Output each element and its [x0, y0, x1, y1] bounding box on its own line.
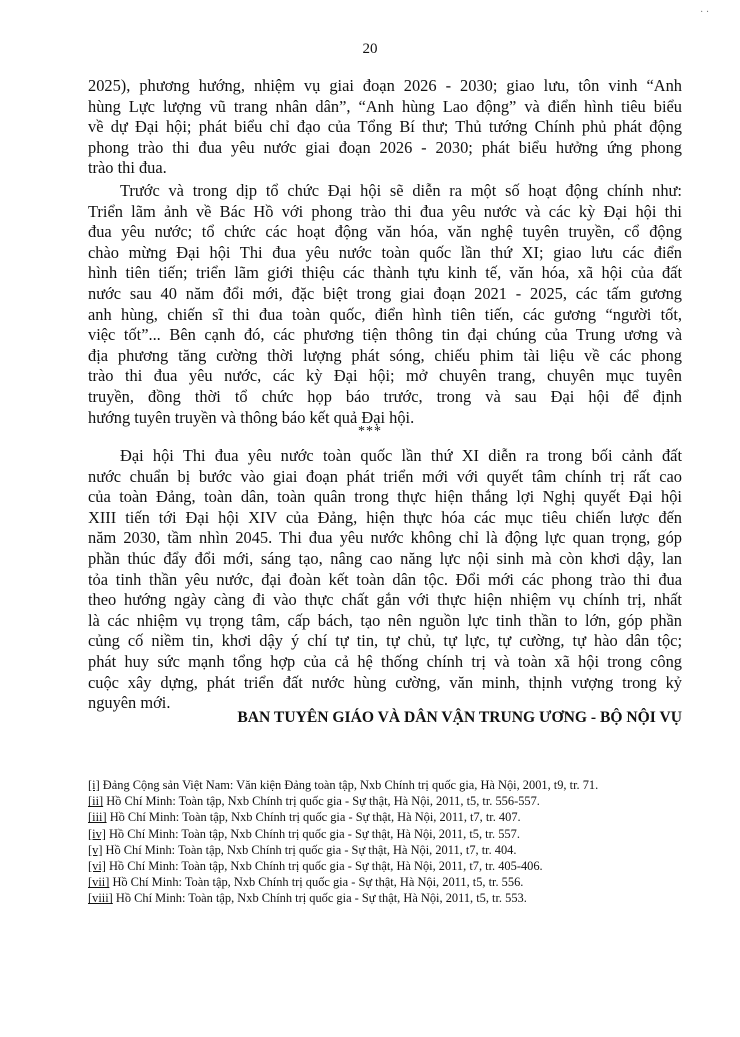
footnote-text: Hồ Chí Minh: Toàn tập, Nxb Chính trị quốc gia - Sự thật, Hà Nội, 2011, t7, tr. 407.: [106, 810, 521, 825]
text-line: là các nhiệm vụ trọng tâm, cấp bách, tạo nên nguồn lực tinh thần to lớn, góp phần: [88, 610, 682, 630]
text-line: hùng Lực lượng vũ trang nhân dân”, “Anh hùng Lao động” và điển hình tiêu biểu: [88, 96, 682, 116]
footnote-marker-link[interactable]: [vi]: [88, 859, 106, 874]
footnote-marker-link[interactable]: [iii]: [88, 810, 107, 825]
footnote-marker-link[interactable]: [viii]: [88, 891, 113, 906]
text-line: XIII tiến tới Đại hội XIV của Đảng, hiện thực hóa các mục tiêu chiến lược đến: [88, 507, 682, 527]
footnote-marker-link[interactable]: [iv]: [88, 826, 106, 841]
footnote: [88, 858, 688, 874]
text-line: anh hùng, chiến sĩ thi đua toàn quốc, điển hình tiên tiến, các gương “người tốt,: [88, 304, 682, 324]
footnote-marker-link[interactable]: [i]: [88, 778, 100, 792]
footnote: [88, 890, 688, 906]
text-line: Trước và trong dịp tổ chức Đại hội sẽ diễn ra một số hoạt động chính như:: [120, 181, 682, 200]
footnote: [88, 793, 688, 809]
text-line: địa phương tăng cường thời lượng phát sóng, chiếu phim tài liệu về các phong: [88, 345, 682, 365]
footnote-text: Hồ Chí Minh: Toàn tập, Nxb Chính trị quốc gia - Sự thật, Hà Nội, 2011, t5, tr. 557.: [105, 826, 520, 841]
text-line: của toàn Đảng, toàn dân, toàn quân trong thực hiện thắng lợi Nghị quyết Đại hội: [88, 487, 682, 507]
footnote: [88, 874, 688, 890]
scan-speck: · ·: [700, 7, 710, 18]
paragraph-3: [88, 446, 682, 714]
footnote-marker-link[interactable]: [ii]: [88, 794, 104, 809]
text-line: củng cố niềm tin, khơi dậy ý chí tự tin, tự chủ, tự lực, tự cường, tự hào dân tộc;: [88, 631, 682, 651]
text-line: đua yêu nước; tổ chức các hoạt động văn hóa, văn nghệ tuyên truyền, cổ động: [88, 222, 682, 242]
text-line: trào thi đua.: [88, 158, 167, 178]
text-line: nước sau 40 năm đổi mới, đặc biệt trong giai đoạn 2021 - 2025, các tấm gương: [88, 283, 682, 303]
text-line: tỏa tinh thần yêu nước, đại đoàn kết toàn dân tộc. Đổi mới các phong trào thi đua: [88, 569, 682, 589]
footnote-text: Hồ Chí Minh: Toàn tập, Nxb Chính trị quốc gia - Sự thật, Hà Nội, 2011, t5, tr. 556.: [109, 875, 524, 890]
footnote: [88, 809, 688, 825]
text-line: phần thúc đẩy đổi mới, sáng tạo, nâng cao năng lực nội sinh mà còn khơi dậy, lan: [88, 548, 682, 568]
section-separator: ***: [358, 424, 382, 439]
text-line: hướng tuyên truyền và thông báo kết quả Đại hội.: [88, 407, 415, 427]
paragraph-1: [88, 76, 682, 179]
page-number: 20: [362, 41, 378, 57]
footnote-text: Đảng Cộng sản Việt Nam: Văn kiện Đảng toàn tập, Nxb Chính trị quốc gia, Hà Nội, 2001, t9, tr. 71.: [99, 778, 599, 792]
text-line: phát huy sức mạnh tổng hợp của cả hệ thống chính trị và toàn xã hội trong công: [88, 651, 682, 671]
text-line: 2025), phương hướng, nhiệm vụ giai đoạn 2026 - 2030; giao lưu, tôn vinh “Anh: [88, 76, 682, 95]
footnote-text: Hồ Chí Minh: Toàn tập, Nxb Chính trị quốc gia - Sự thật, Hà Nội, 2011, t7, tr. 404.: [102, 842, 517, 857]
footnote: [88, 777, 688, 793]
signature-line: BAN TUYÊN GIÁO VÀ DÂN VẬN TRUNG ƯƠNG - BỘ NỘI VỤ: [237, 709, 682, 726]
text-line: nước chuẩn bị bước vào giai đoạn phát triển mới với quyết tâm chính trị rất cao: [88, 466, 682, 486]
footnote-text: Hồ Chí Minh: Toàn tập, Nxb Chính trị quốc gia - Sự thật, Hà Nội, 2011, t5, tr. 556-557.: [103, 794, 540, 809]
text-line: phong trào thi đua yêu nước giai đoạn 2026 - 2030; phát biểu hưởng ứng phong: [88, 137, 682, 157]
text-line: năm 2030, tầm nhìn 2045. Thi đua yêu nước không chỉ là động lực quan trọng, góp: [88, 528, 682, 548]
text-line: về dự Đại hội; phát biểu chỉ đạo của Tổng Bí thư; Thủ tướng Chính phủ phát động: [88, 117, 682, 137]
text-line: truyền, đồng thời tổ chức họp báo trước, trong và sau Đại hội để định: [88, 386, 682, 406]
footnote-marker-link[interactable]: [vii]: [88, 875, 110, 890]
paragraph-2: [88, 181, 682, 428]
footnote-text: Hồ Chí Minh: Toàn tập, Nxb Chính trị quốc gia - Sự thật, Hà Nội, 2011, t5, tr. 553.: [112, 891, 527, 906]
text-line: chào mừng Đại hội Thi đua yêu nước toàn quốc lần thứ XI; giao lưu các điển: [88, 242, 682, 262]
text-line: việc tốt”... Bên cạnh đó, các phương tiện thông tin đại chúng của Trung ương và: [88, 325, 682, 345]
footnotes: [88, 777, 688, 907]
text-line: nguyên mới.: [88, 693, 171, 713]
text-line: trào thi đua yêu nước, các kỳ Đại hội; mở chuyên trang, chuyên mục tuyên: [88, 366, 682, 386]
footnote: [88, 842, 688, 858]
text-line: theo hướng ngày càng đi vào thực chất gắn với thực hiện nhiệm vụ chính trị, nhất: [88, 590, 682, 610]
footnote-marker-link[interactable]: [v]: [88, 842, 103, 857]
text-line: Triển lãm ảnh về Bác Hồ với phong trào thi đua yêu nước và các kỳ Đại hội thi: [88, 201, 682, 221]
footnote: [88, 826, 688, 842]
footnote-text: Hồ Chí Minh: Toàn tập, Nxb Chính trị quốc gia - Sự thật, Hà Nội, 2011, t7, tr. 405-406.: [105, 859, 543, 874]
text-line: Đại hội Thi đua yêu nước toàn quốc lần thứ XI diễn ra trong bối cảnh đất: [120, 446, 682, 465]
text-line: cuộc xây dựng, phát triển đất nước hùng cường, văn minh, thịnh vượng trong kỷ: [88, 672, 682, 692]
text-line: hình tiên tiến; triển lãm giới thiệu các thành tựu kinh tế, văn hóa, xã hội của đất: [88, 263, 682, 283]
